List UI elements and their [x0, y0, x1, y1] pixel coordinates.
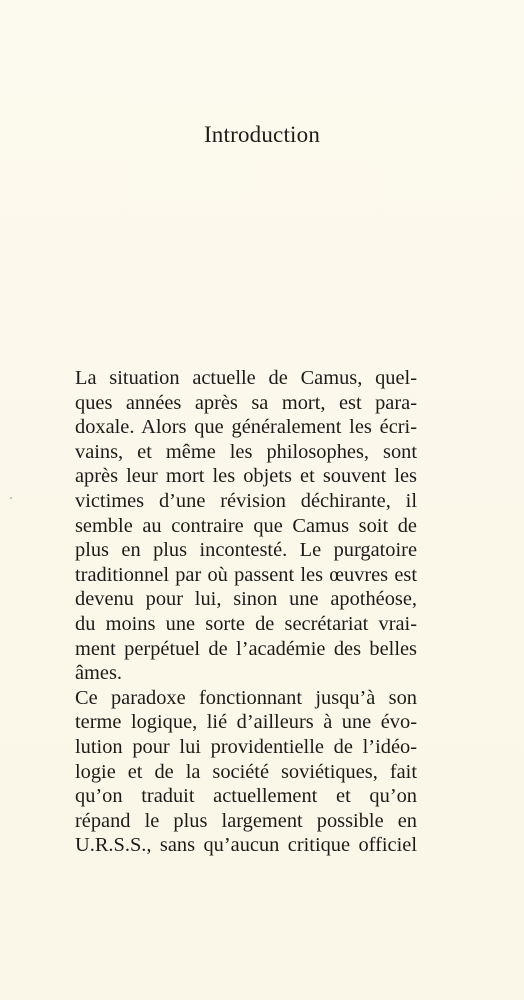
text-line: âmes. — [75, 662, 122, 685]
text-line: logie et de la société soviétiques, fait — [75, 760, 417, 783]
text-line: lution pour lui providentielle de l’idéo- — [75, 735, 417, 758]
text-line: semble au contraire que Camus soit de — [75, 514, 417, 537]
text-line: après leur mort les objets et souvent les — [75, 465, 417, 488]
text-line: ques années après sa mort, est para- — [75, 391, 417, 414]
text-line: vains, et même les philosophes, sont — [75, 440, 417, 463]
chapter-heading: Introduction — [203, 122, 321, 147]
text-line: du moins une sorte de secrétariat vrai- — [75, 612, 417, 635]
text-line: doxale. Alors que généralement les écri- — [75, 416, 417, 439]
text-line: victimes d’une révision déchirante, il — [75, 489, 417, 512]
text-line: ment perpétuel de l’académie des belles — [75, 637, 417, 660]
text-line: devenu pour lui, sinon une apothéose, — [75, 588, 417, 611]
body-text — [75, 366, 417, 858]
text-line: Ce paradoxe fonctionnant jusqu’à son — [75, 686, 417, 709]
text-line: plus en plus incontesté. Le purgatoire — [75, 539, 417, 562]
text-line: répand le plus largement possible en — [75, 809, 417, 832]
text-line: U.R.S.S., sans qu’aucun critique officiel — [75, 834, 417, 857]
text-line: terme logique, lié d’ailleurs à une évo- — [75, 711, 417, 734]
text-line: qu’on traduit actuellement et qu’on — [75, 785, 417, 808]
paper-speck — [10, 497, 12, 499]
text-line: traditionnel par où passent les œuvres est — [75, 563, 417, 586]
text-line: La situation actuelle de Camus, quel- — [75, 367, 417, 389]
